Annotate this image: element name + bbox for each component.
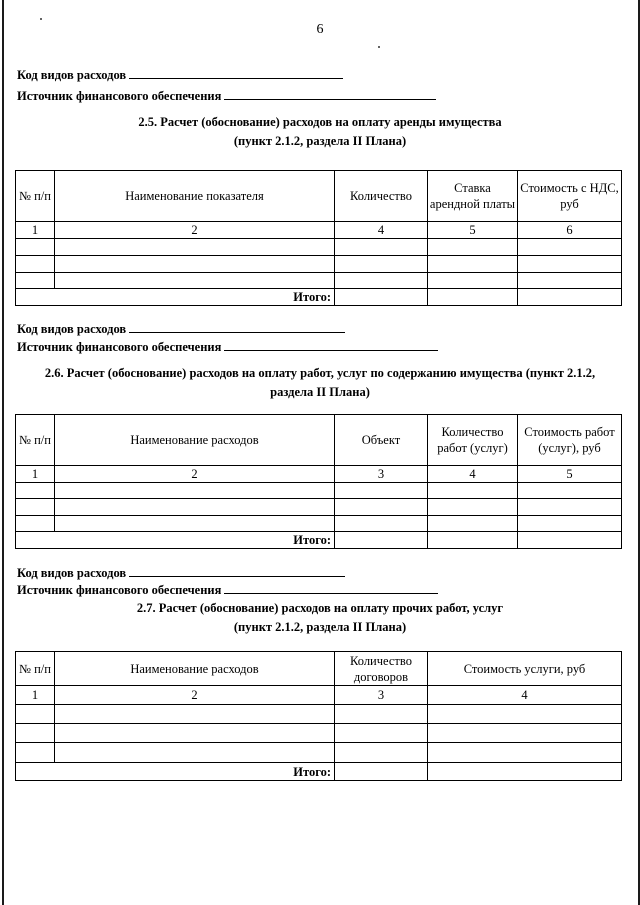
expense-code-label: Код видов расходов bbox=[17, 566, 127, 580]
column-number: 2 bbox=[55, 222, 335, 239]
funding-source-label: Источник финансового обеспечения bbox=[17, 583, 222, 597]
table-cell[interactable] bbox=[335, 516, 428, 532]
column-number: 1 bbox=[16, 686, 55, 705]
table-cell[interactable] bbox=[335, 256, 428, 273]
table-cell[interactable] bbox=[16, 743, 55, 763]
table-cell[interactable] bbox=[428, 499, 518, 516]
table-cell[interactable] bbox=[518, 239, 622, 256]
table-cell[interactable] bbox=[16, 256, 55, 273]
table-cell[interactable] bbox=[428, 516, 518, 532]
total-cell[interactable] bbox=[428, 532, 518, 549]
section-title bbox=[60, 113, 580, 151]
table-row bbox=[16, 239, 622, 256]
table-cell[interactable] bbox=[428, 239, 518, 256]
table-cell[interactable] bbox=[55, 743, 335, 763]
table-cell[interactable] bbox=[55, 273, 335, 289]
total-label: Итого: bbox=[16, 289, 335, 306]
header-cell: Количество работ (услуг) bbox=[428, 415, 518, 466]
header-cell: № п/п bbox=[16, 652, 55, 686]
table-header-row bbox=[16, 171, 622, 222]
table-cell[interactable] bbox=[335, 724, 428, 743]
total-row bbox=[16, 289, 622, 306]
table-cell[interactable] bbox=[335, 499, 428, 516]
table-cell[interactable] bbox=[428, 273, 518, 289]
section-title-line: раздела II Плана) bbox=[270, 385, 370, 399]
table-cell[interactable] bbox=[335, 705, 428, 724]
column-number: 6 bbox=[518, 222, 622, 239]
table-cell[interactable] bbox=[55, 499, 335, 516]
left-page-edge bbox=[2, 0, 4, 905]
funding-source-blank[interactable] bbox=[224, 339, 438, 351]
column-number: 2 bbox=[55, 466, 335, 483]
total-cell[interactable] bbox=[428, 763, 622, 781]
table-header-row bbox=[16, 652, 622, 686]
funding-source-field bbox=[17, 88, 436, 104]
table-cell[interactable] bbox=[16, 724, 55, 743]
table-cell[interactable] bbox=[335, 239, 428, 256]
column-number-row bbox=[16, 686, 622, 705]
column-number-row bbox=[16, 466, 622, 483]
header-cell: Наименование расходов bbox=[55, 415, 335, 466]
header-cell: Объект bbox=[335, 415, 428, 466]
column-number: 5 bbox=[428, 222, 518, 239]
expense-code-field bbox=[17, 565, 345, 581]
table-cell[interactable] bbox=[428, 724, 622, 743]
table-cell[interactable] bbox=[428, 705, 622, 724]
total-row bbox=[16, 532, 622, 549]
table-cell[interactable] bbox=[518, 516, 622, 532]
expense-code-label: Код видов расходов bbox=[17, 68, 127, 82]
total-label: Итого: bbox=[16, 763, 335, 781]
table-cell[interactable] bbox=[55, 516, 335, 532]
expense-code-blank[interactable] bbox=[129, 321, 345, 333]
table-row bbox=[16, 273, 622, 289]
column-number: 2 bbox=[55, 686, 335, 705]
header-cell: Стоимость с НДС, руб bbox=[518, 171, 622, 222]
header-cell: Стоимость работ (услуг), руб bbox=[518, 415, 622, 466]
column-number: 4 bbox=[428, 466, 518, 483]
table-row bbox=[16, 256, 622, 273]
expense-code-field bbox=[17, 321, 345, 337]
column-number: 3 bbox=[335, 466, 428, 483]
maintenance-table bbox=[15, 414, 622, 549]
expense-code-blank[interactable] bbox=[129, 67, 343, 79]
expense-code-blank[interactable] bbox=[129, 565, 345, 577]
table-cell[interactable] bbox=[518, 256, 622, 273]
section-title bbox=[60, 599, 580, 637]
section-title bbox=[20, 364, 620, 402]
header-cell: № п/п bbox=[16, 415, 55, 466]
total-cell[interactable] bbox=[518, 532, 622, 549]
table-cell[interactable] bbox=[428, 743, 622, 763]
table-cell[interactable] bbox=[518, 483, 622, 499]
expense-code-field bbox=[17, 67, 343, 83]
expense-code-label: Код видов расходов bbox=[17, 322, 127, 336]
column-number: 3 bbox=[335, 686, 428, 705]
table-row bbox=[16, 705, 622, 724]
total-cell[interactable] bbox=[335, 532, 428, 549]
table-row bbox=[16, 499, 622, 516]
table-row bbox=[16, 724, 622, 743]
table-cell[interactable] bbox=[55, 239, 335, 256]
section-title-line: 2.6. Расчет (обоснование) расходов на оплату работ, услуг по содержанию имущества (пункт 2.1.2, bbox=[44, 366, 596, 380]
table-cell[interactable] bbox=[16, 239, 55, 256]
table-row bbox=[16, 516, 622, 532]
total-cell[interactable] bbox=[518, 289, 622, 306]
table-cell[interactable] bbox=[335, 483, 428, 499]
page-number: 6 bbox=[316, 22, 324, 37]
scan-speck bbox=[378, 46, 380, 48]
funding-source-label: Источник финансового обеспечения bbox=[17, 340, 222, 354]
rent-table bbox=[15, 170, 622, 306]
total-cell[interactable] bbox=[335, 289, 428, 306]
total-label: Итого: bbox=[16, 532, 335, 549]
header-cell: Наименование расходов bbox=[55, 652, 335, 686]
header-cell: Количество bbox=[335, 171, 428, 222]
table-cell[interactable] bbox=[16, 483, 55, 499]
funding-source-field bbox=[17, 339, 438, 355]
section-title-line: 2.7. Расчет (обоснование) расходов на оплату прочих работ, услуг bbox=[136, 601, 504, 615]
funding-source-blank[interactable] bbox=[224, 582, 438, 594]
column-number: 4 bbox=[335, 222, 428, 239]
table-cell[interactable] bbox=[16, 516, 55, 532]
section-title-line: (пункт 2.1.2, раздела II Плана) bbox=[233, 134, 407, 148]
table-cell[interactable] bbox=[16, 273, 55, 289]
table-cell[interactable] bbox=[428, 483, 518, 499]
funding-source-blank[interactable] bbox=[224, 88, 436, 100]
funding-source-field bbox=[17, 582, 438, 598]
table-cell[interactable] bbox=[16, 705, 55, 724]
table-header-row bbox=[16, 415, 622, 466]
header-cell: Стоимость услуги, руб bbox=[428, 652, 622, 686]
table-cell[interactable] bbox=[55, 483, 335, 499]
table-cell[interactable] bbox=[55, 724, 335, 743]
table-cell[interactable] bbox=[518, 273, 622, 289]
column-number: 5 bbox=[518, 466, 622, 483]
table-cell[interactable] bbox=[55, 256, 335, 273]
table-cell[interactable] bbox=[428, 256, 518, 273]
table-cell[interactable] bbox=[55, 705, 335, 724]
table-cell[interactable] bbox=[16, 499, 55, 516]
header-cell: № п/п bbox=[16, 171, 55, 222]
column-number: 1 bbox=[16, 466, 55, 483]
funding-source-label: Источник финансового обеспечения bbox=[17, 89, 222, 103]
scan-speck bbox=[40, 18, 42, 20]
header-cell: Наименование показателя bbox=[55, 171, 335, 222]
column-number-row bbox=[16, 222, 622, 239]
table-row bbox=[16, 483, 622, 499]
other-services-table bbox=[15, 651, 622, 781]
section-title-line: 2.5. Расчет (обоснование) расходов на оплату аренды имущества bbox=[138, 115, 502, 129]
table-row bbox=[16, 743, 622, 763]
column-number: 1 bbox=[16, 222, 55, 239]
section-title-line: (пункт 2.1.2, раздела II Плана) bbox=[233, 620, 407, 634]
header-cell: Количество договоров bbox=[335, 652, 428, 686]
table-cell[interactable] bbox=[335, 743, 428, 763]
header-cell: Ставка арендной платы bbox=[428, 171, 518, 222]
total-row bbox=[16, 763, 622, 781]
table-cell[interactable] bbox=[335, 273, 428, 289]
column-number: 4 bbox=[428, 686, 622, 705]
total-cell[interactable] bbox=[335, 763, 428, 781]
total-cell[interactable] bbox=[428, 289, 518, 306]
table-cell[interactable] bbox=[518, 499, 622, 516]
